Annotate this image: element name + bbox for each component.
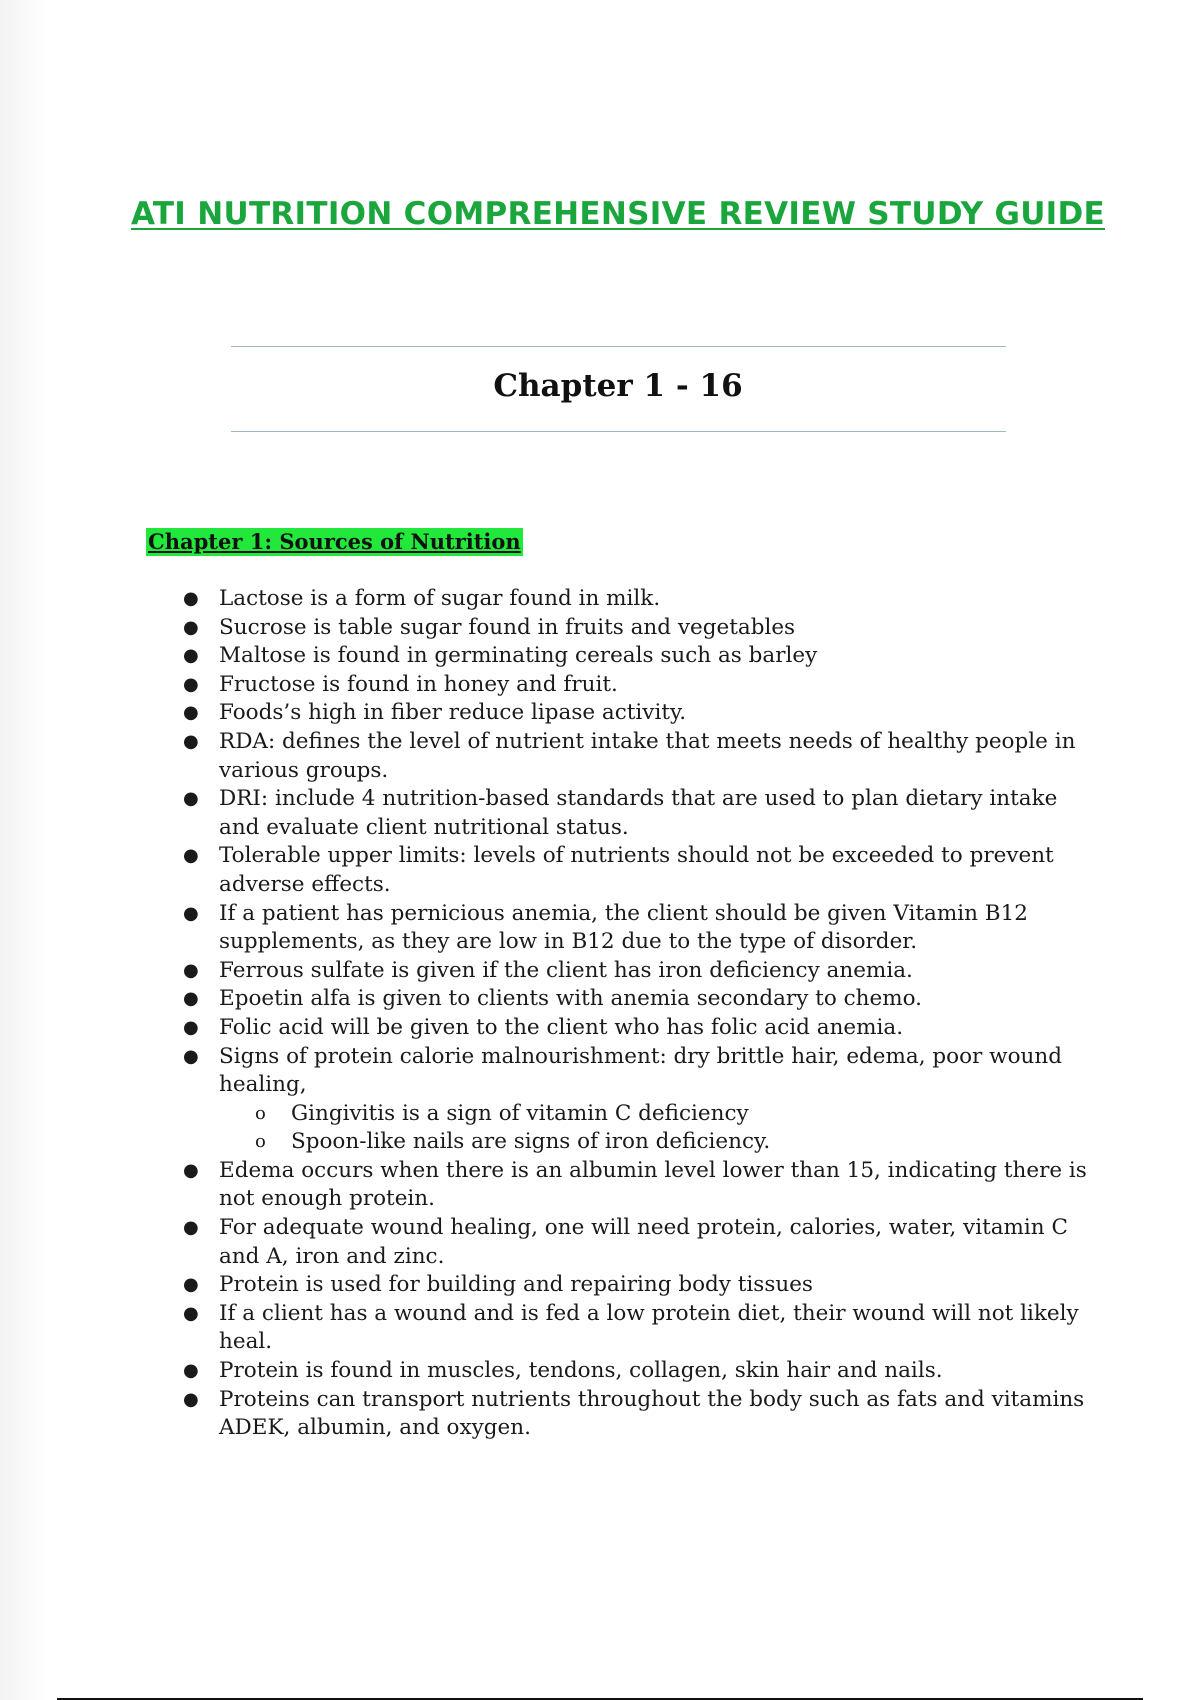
list-item: ● If a patient has pernicious anemia, the client should be given Vitamin B12 supplements, as they are low in B12 due to the type of disorder. — [183, 900, 1028, 955]
list-item: ● Ferrous sulfate is given if the client has iron deficiency anemia. — [178, 957, 1088, 986]
list-item: ● Protein is found in muscles, tendons, collagen, skin hair and nails. — [178, 1357, 1088, 1386]
list-item: ● Sucrose is table sugar found in fruits and vegetables — [178, 614, 1088, 643]
list-item: ● Tolerable upper limits: levels of nutrients should not be exceeded to prevent adverse effects. — [183, 843, 1054, 897]
bullet-icon: ● — [183, 673, 199, 695]
sub-list-item: o Gingivitis is a sign of vitamin C deficiency — [219, 1100, 1088, 1129]
list-item: ● Epoetin alfa is given to clients with anemia secondary to chemo. — [178, 985, 1088, 1014]
list-item: ● Proteins can transport nutrients throughout the body such as fats and vitamins ADEK, albumin, and oxygen. — [183, 1386, 1085, 1441]
sub-list-item: o Spoon-like nails are signs of iron deficiency. — [219, 1128, 1088, 1157]
bullet-icon: ● — [183, 1016, 199, 1038]
divider-bottom — [231, 431, 1006, 432]
sub-bullet-icon: o — [255, 1102, 266, 1124]
bullet-icon: ● — [183, 788, 199, 810]
bullet-icon: ● — [183, 730, 199, 752]
list-item: ● Protein is used for building and repairing body tissues — [178, 1271, 1088, 1300]
sub-list — [219, 1100, 1088, 1157]
chapter-range-heading: Chapter 1 - 16 — [493, 368, 743, 404]
list-item: ● Signs of protein calorie malnourishment: dry brittle hair, edema, poor wound healing, o Gingivitis is a sign of vitamin C deficiency o Spoon-like nails are signs of iron deficiency. — [178, 1043, 1088, 1157]
divider-top — [231, 346, 1006, 347]
list-item: ● Maltose is found in germinating cereals such as barley — [178, 642, 1088, 671]
bullet-icon: ● — [183, 1274, 199, 1296]
bullet-icon: ● — [183, 988, 199, 1010]
bullet-icon: ● — [183, 616, 199, 638]
bullet-icon: ● — [183, 702, 199, 724]
list-item: ● RDA: defines the level of nutrient intake that meets needs of healthy people in various groups. — [183, 728, 1076, 783]
section-heading: Chapter 1: Sources of Nutrition — [148, 529, 521, 554]
bullet-icon: ● — [183, 902, 199, 924]
page-edge-shadow — [0, 0, 46, 1700]
bullet-icon: ● — [183, 1302, 199, 1324]
bullet-icon: ● — [183, 1360, 199, 1382]
bullet-icon: ● — [183, 645, 199, 667]
bullet-icon: ● — [183, 1159, 199, 1181]
document-title: ATI NUTRITION COMPREHENSIVE REVIEW STUDY GUIDE — [130, 196, 1106, 232]
list-item: ● If a client has a wound and is fed a low protein diet, their wound will not likely heal. — [183, 1300, 1079, 1355]
bullet-icon: ● — [183, 959, 199, 981]
list-item: ● Edema occurs when there is an albumin level lower than 15, indicating there is not enough protein. — [183, 1157, 1087, 1212]
list-item: ● Foods’s high in fiber reduce lipase activity. — [178, 699, 1088, 728]
sub-bullet-icon: o — [255, 1131, 266, 1153]
bullet-icon: ● — [183, 845, 199, 867]
list-item: ● Lactose is a form of sugar found in milk. — [178, 585, 1088, 614]
bullet-icon: ● — [183, 1217, 199, 1239]
list-item: ● Folic acid will be given to the client who has folic acid anemia. — [178, 1014, 1088, 1043]
bullet-icon: ● — [183, 588, 199, 609]
notes-list — [178, 585, 1088, 1443]
bullet-icon: ● — [183, 1388, 199, 1410]
list-item: ● DRI: include 4 nutrition-based standards that are used to plan dietary intake and evaluate client nutritional status. — [183, 786, 1058, 840]
list-item: ● Fructose is found in honey and fruit. — [178, 671, 1088, 700]
list-item: ● For adequate wound healing, one will need protein, calories, water, vitamin C and A, iron and zinc. — [183, 1215, 1068, 1269]
bullet-icon: ● — [183, 1045, 199, 1067]
